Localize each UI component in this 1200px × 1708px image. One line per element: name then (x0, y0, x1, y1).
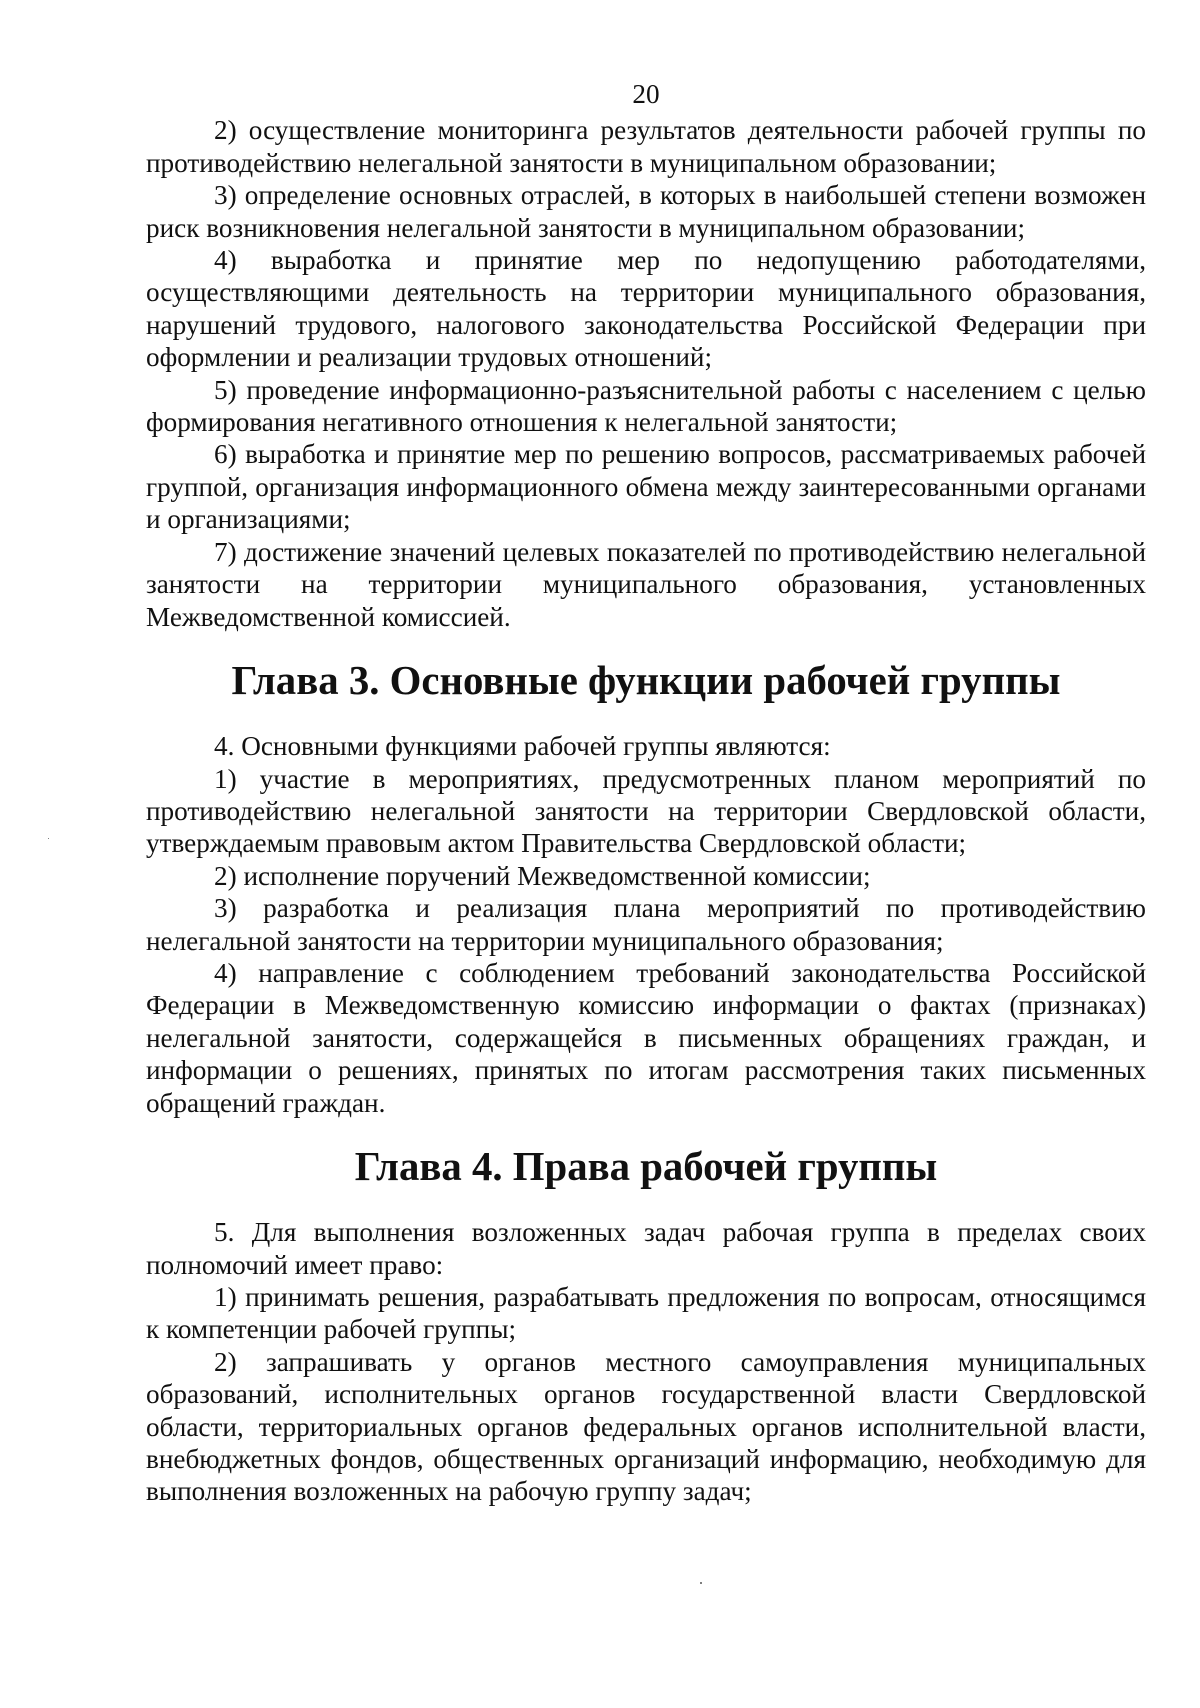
chapter-3-body (146, 730, 1146, 1119)
scan-speck (700, 1582, 702, 1584)
task-item-3: 3) определение основных отраслей, в которых в наибольшей степени возможен риск возникновения нелегальной занятости в муниципальном образовании; (146, 180, 1146, 243)
scan-speck (48, 838, 49, 839)
right-item-1: 1) принимать решения, разрабатывать предложения по вопросам, относящимся к компетенции рабочей группы; (146, 1281, 1146, 1345)
chapter-4-title: Глава 4. Права рабочей группы (354, 1144, 938, 1190)
chapter-4-body (146, 1216, 1146, 1508)
function-item-1: 1) участие в мероприятиях, предусмотренных планом мероприятий по противодействию нелегальной занятости на территории Свердловской области, утверждаемым правовым актом Правительства Свердловской области; (146, 763, 1146, 859)
task-item-7: 7) достижение значений целевых показателей по противодействию нелегальной занятости на территории муниципального образования, установленных Межведомственной комиссией. (146, 536, 1146, 632)
task-item-5: 5) проведение информационно-разъяснительной работы с населением с целью формирования негативного отношения к нелегальной занятости; (146, 374, 1146, 438)
task-item-2: 2) осуществление мониторинга результатов деятельности рабочей группы по противодействию нелегальной занятости в муниципальном образовании; (146, 115, 1146, 178)
task-item-6: 6) выработка и принятие мер по решению вопросов, рассматриваемых рабочей группой, организация информационного обмена между заинтересованными органами и организациями; (146, 439, 1146, 535)
chapter-4-intro: 5. Для выполнения возложенных задач рабочая группа в пределах своих полномочий имеет право: (146, 1217, 1146, 1280)
chapter-3-title: Глава 3. Основные функции рабочей группы (231, 658, 1061, 704)
document-page (146, 78, 1146, 1508)
right-item-2: 2) запрашивать у органов местного самоуправления муниципальных образований, исполнительных органов государственной власти Свердловской области, территориальных органов федеральных органов исполнительной власти, внебюджетных фондов, общественных организаций информацию, необходимую для выполнения возложенных на рабочую группу задач; (146, 1346, 1146, 1507)
task-item-4: 4) выработка и принятие мер по недопущению работодателями, осуществляющими деятельность на территории муниципального образования, нарушений трудового, налогового законодательства Российской Федерации при оформлении и реализации трудовых отношений; (146, 245, 1146, 373)
page-number: 20 (632, 79, 660, 109)
section-tasks (146, 114, 1146, 633)
function-item-3: 3) разработка и реализация плана мероприятий по противодействию нелегальной занятости на территории муниципального образования; (146, 893, 1146, 956)
function-item-2: 2) исполнение поручений Межведомственной комиссии; (214, 860, 871, 891)
chapter-3-intro: 4. Основными функциями рабочей группы являются: (214, 731, 831, 762)
function-item-4: 4) направление с соблюдением требований законодательства Российской Федерации в Межведомственную комиссию информации о фактах (признаках) нелегальной занятости, содержащейся в письменных обращениях граждан, и информации о решениях, принятых по итогам рассмотрения таких письменных обращений граждан. (146, 957, 1146, 1118)
